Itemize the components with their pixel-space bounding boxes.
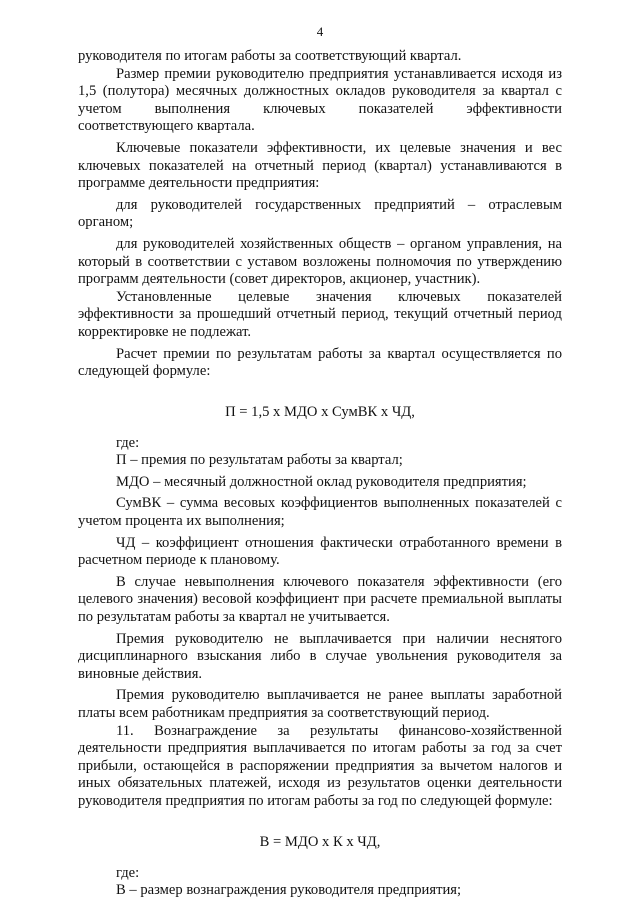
paragraph-clause-11: 11. Вознаграждение за результаты финансово-хозяйственной деятельности предприятия выплачивается по итогам работы за год за счет прибыли, остающейся в распоряжении предприятия за вычетом налогов и иных обязательных платежей, исходя из результатов оценки деятельности руководителя предприятия по итогам работы за год по следующей формуле: xyxy=(78,722,562,809)
paragraph-state-enterprises: для руководителей государственных предприятий – отраслевым органом; xyxy=(78,196,562,231)
page-number: 4 xyxy=(316,24,324,39)
formula-quarterly-bonus: П = 1,5 х МДО х СумВК х ЧД, xyxy=(225,403,415,420)
paragraph-kpi-program: Ключевые показатели эффективности, их целевые значения и вес ключевых показателей на отчетный период (квартал) устанавливаются в программе деятельности предприятия: xyxy=(78,139,562,192)
paragraph-no-bonus: Премия руководителю не выплачивается при наличии неснятого дисциплинарного взыскания либо в случае увольнения руководителя за виновные действия. xyxy=(78,630,562,682)
paragraph-kpi-not-adjusted: Установленные целевые значения ключевых показателей эффективности за прошедший отчетный период, текущий отчетный период корректировке не подлежат. xyxy=(78,288,562,340)
paragraph-bonus-size: Размер премии руководителю предприятия устанавливается исходя из 1,5 (полутора) месячных должностных окладов руководителя за квартал с учетом выполнения ключевых показателей эффективности соответствующего квартала. xyxy=(78,65,562,135)
definition-v: В – размер вознаграждения руководителя предприятия; xyxy=(116,882,462,899)
definition-chd: ЧД – коэффициент отношения фактически отработанного времени в расчетном периоде к плановому. xyxy=(78,534,562,569)
where-label: где: xyxy=(116,434,140,451)
paragraph-kpi-failure: В случае невыполнения ключевого показателя эффективности (его целевого значения) весовой коэффициент при расчете премиальной выплаты по результатам работы за квартал не учитывается. xyxy=(78,573,562,626)
paragraph-continuation: руководителя по итогам работы за соответствующий квартал. xyxy=(78,48,462,64)
paragraph-bonus-timing: Премия руководителю выплачивается не ранее выплаты заработной платы всем работникам предприятия за соответствующий период. xyxy=(78,687,562,721)
definition-p: П – премия по результатам работы за квартал; xyxy=(116,452,403,469)
definition-sumvk: СумВК – сумма весовых коэффициентов выполненных показателей с учетом процента их выполнения; xyxy=(78,495,562,530)
definition-mdo: МДО – месячный должностной оклад руководителя предприятия; xyxy=(116,473,527,490)
formula-annual-reward: В = МДО х К х ЧД, xyxy=(259,833,381,850)
paragraph-calculation-intro: Расчет премии по результатам работы за квартал осуществляется по следующей формуле: xyxy=(78,345,562,380)
document-page xyxy=(78,24,562,900)
where-label-2: где: xyxy=(116,864,140,881)
paragraph-business-companies: для руководителей хозяйственных обществ – органом управления, на который в соответствии с уставом возложены полномочия по утверждению программ деятельности (совет директоров, акционер, участник). xyxy=(78,235,562,288)
